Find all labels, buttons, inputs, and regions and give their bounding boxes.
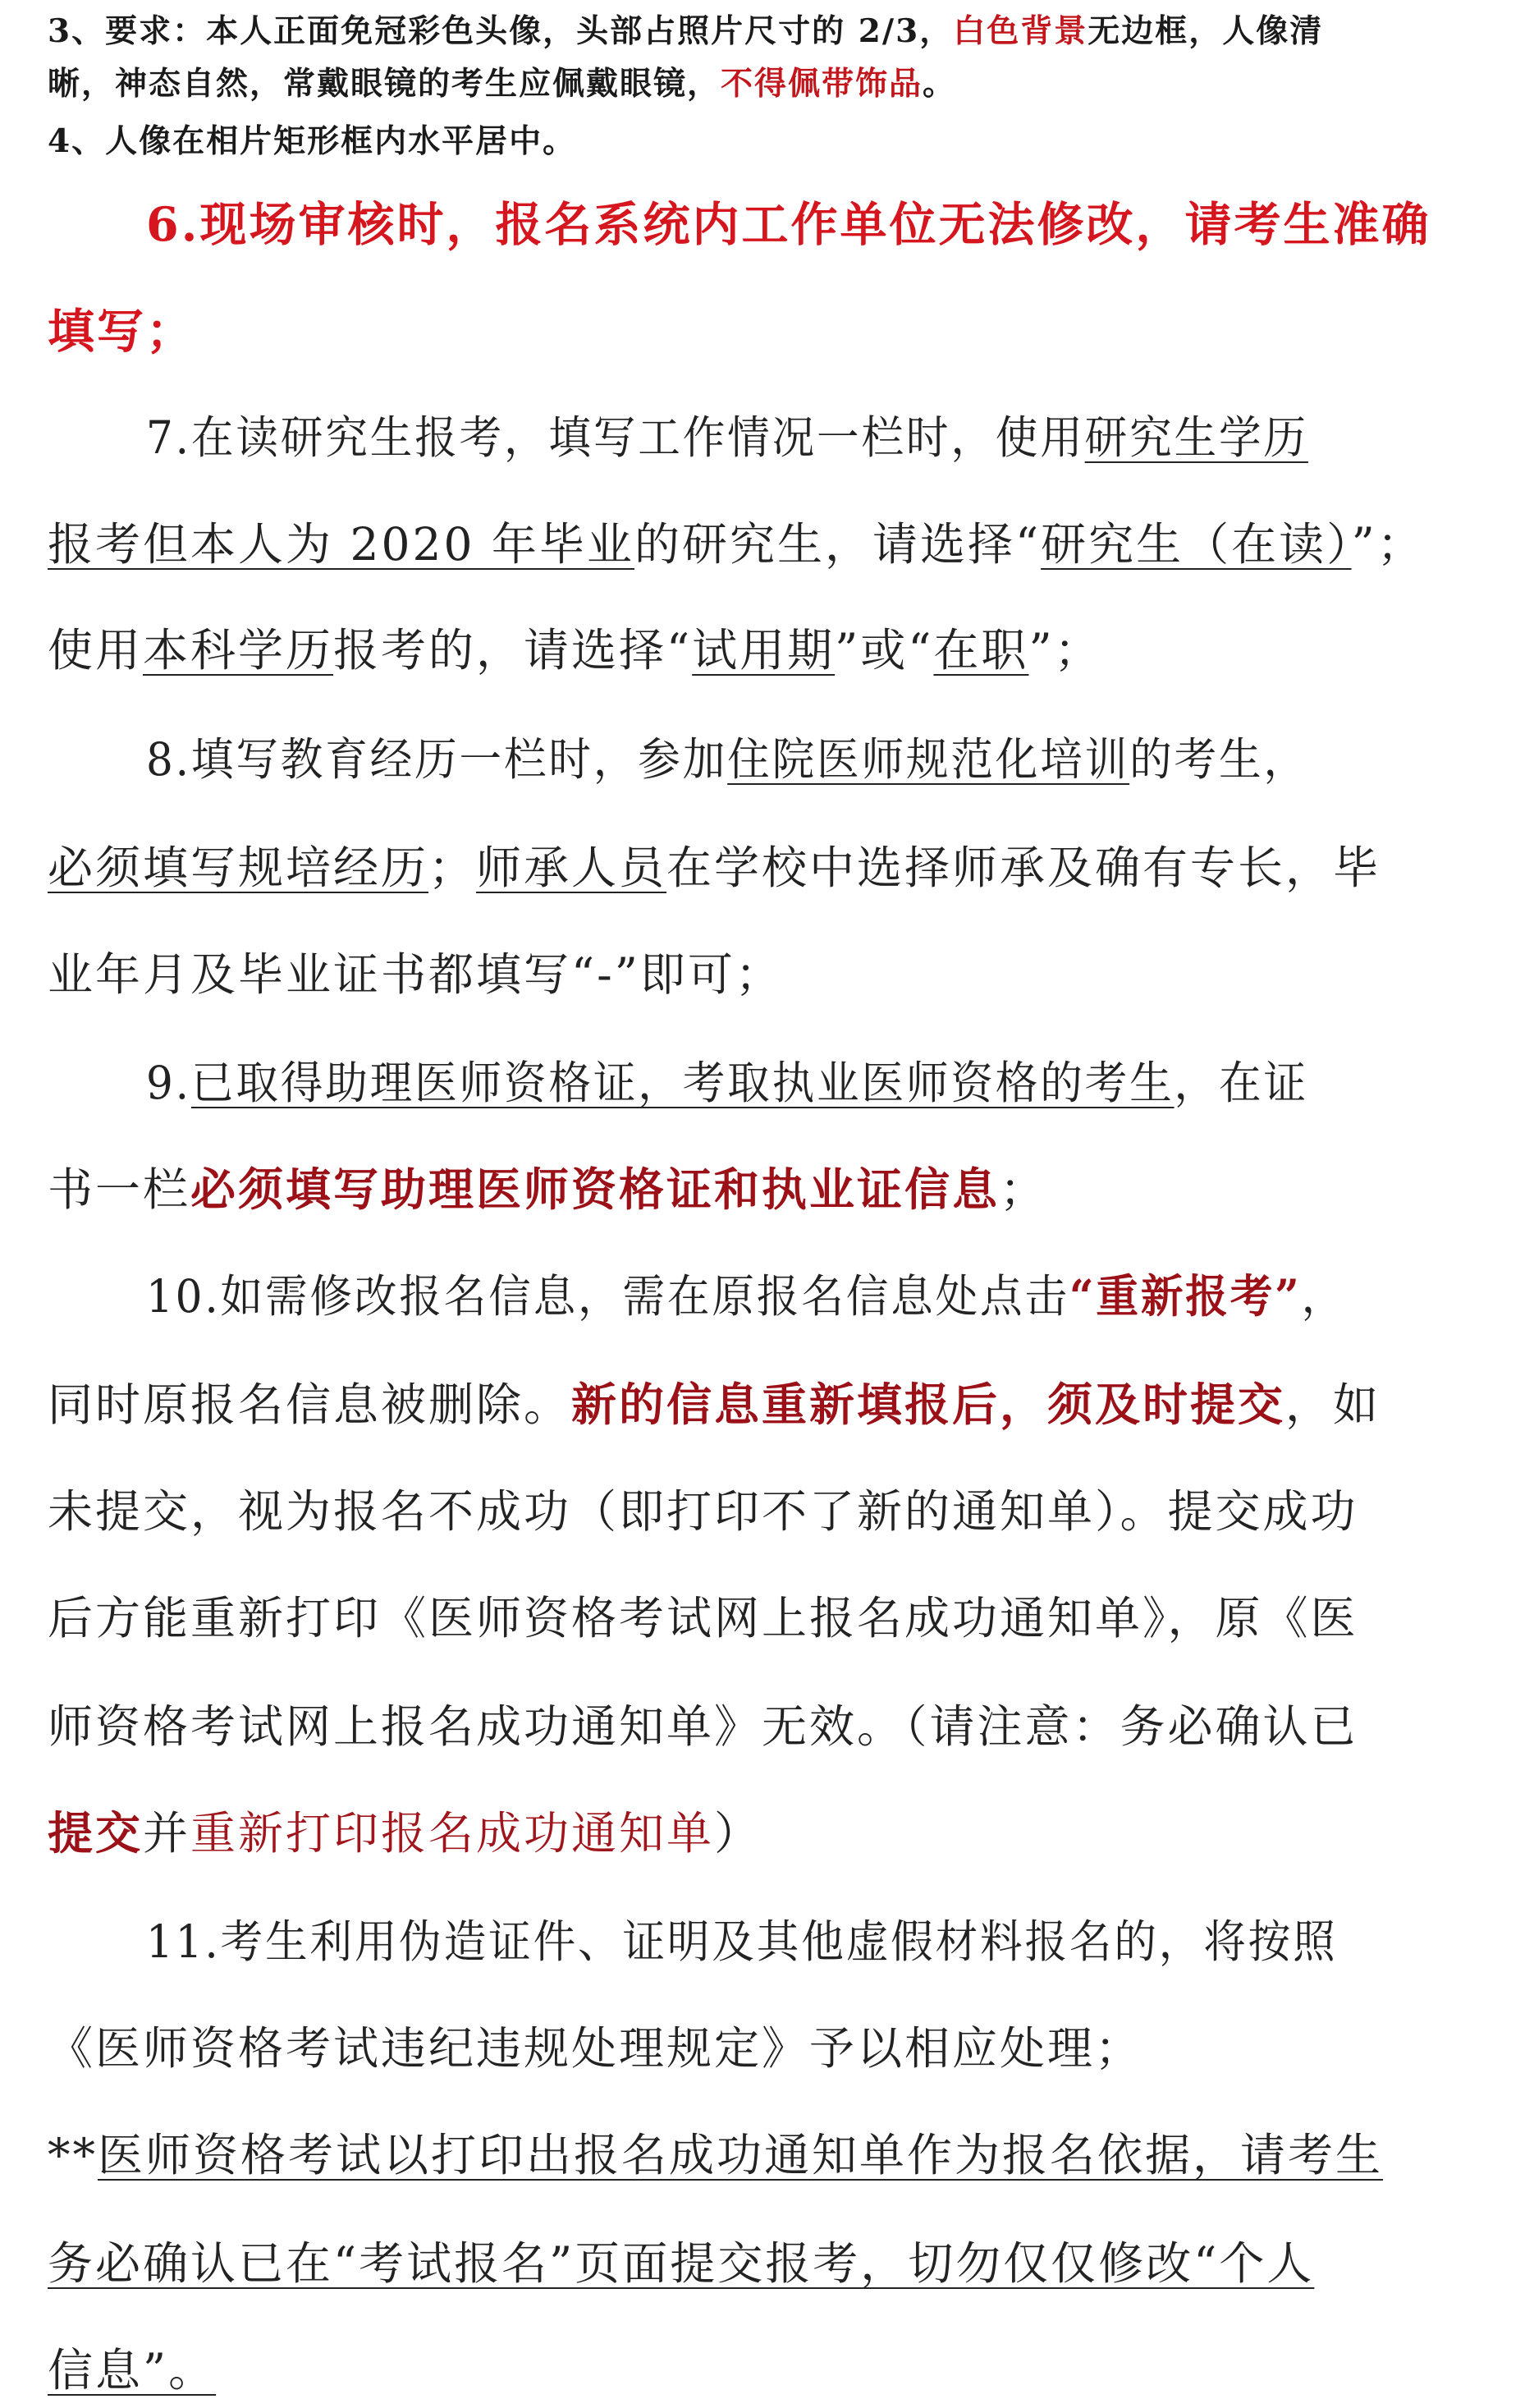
item7-grad-2020: 报考但本人为 2020 年毕业 xyxy=(48,518,634,571)
item7-text-g: 使用 xyxy=(48,624,144,677)
item3-text-f: 。 xyxy=(923,65,957,103)
item10-reapply: “重新报考” xyxy=(1069,1269,1302,1323)
item10-text-k: 并 xyxy=(143,1807,191,1860)
item9-line1 xyxy=(146,1054,1502,1112)
item3-line1 xyxy=(48,8,1492,54)
item10-line1 xyxy=(146,1268,1502,1325)
item8-must-fill: 必须填写规培经历 xyxy=(48,842,429,894)
item3-text-c: 无边框，人像清 xyxy=(1088,12,1324,50)
item10-line4: 后方能重新打印《医师资格考试网上报名成功通知单》，原《医 xyxy=(48,1592,1358,1644)
item8-line3: 业年月及毕业证书都填写“-”即可； xyxy=(48,948,783,1001)
item7-bachelor: 本科学历 xyxy=(143,624,334,677)
item3-text-d: 晰，神态自然，常戴眼镜的考生应佩戴眼镜， xyxy=(48,65,721,103)
item9-text-d: 书一栏 xyxy=(48,1163,191,1216)
item11-line2: 《医师资格考试违纪违规处理规定》予以相应处理； xyxy=(48,2022,1143,2075)
note-prefix: ** xyxy=(48,2129,98,2181)
item9-line2 xyxy=(48,1161,1492,1218)
item7-line1 xyxy=(146,409,1502,466)
item10-line5: 师资格考试网上报名成功通知单》无效。（请注意：务必确认已 xyxy=(48,1700,1358,1753)
item8-text-e: ； xyxy=(428,842,477,894)
item7-grad-degree: 研究生学历 xyxy=(1084,411,1308,464)
item11-line1: 11.考生利用伪造证件、证明及其他虚假材料报名的，将按照 xyxy=(146,1915,1338,1968)
item10-line3: 未提交，视为报名不成功（即打印不了新的通知单）。提交成功 xyxy=(48,1485,1358,1538)
note-text-c: 信息”。 xyxy=(48,2344,217,2397)
item8-line2 xyxy=(48,839,1492,897)
item10-text-d: 同时原报名信息被删除。 xyxy=(48,1378,572,1431)
item10-text-m: ） xyxy=(714,1807,762,1860)
item6-line2: 填写； xyxy=(48,304,195,359)
item3-no-accessories: 不得佩带饰品 xyxy=(721,65,923,103)
item10-reprint: 重新打印报名成功通知单 xyxy=(190,1807,715,1860)
note-line3 xyxy=(48,2341,1492,2399)
item3-text-a: 3、要求：本人正面免冠彩色头像，头部占照片尺寸的 2/3， xyxy=(48,12,954,50)
note-text-b: 务必确认已在“考试报名”页面提交报考，切勿仅仅修改“个人 xyxy=(48,2237,1315,2290)
item8-mentor: 师承人员 xyxy=(476,842,667,894)
item7-line3 xyxy=(48,621,1492,679)
item9-must-fill: 必须填写助理医师资格证和执业证信息 xyxy=(190,1163,1001,1216)
item9-assistant: 已取得助理医师资格证，考取执业医师资格的考生 xyxy=(190,1057,1175,1109)
item7-text-i: 报考的，请选择“ xyxy=(333,624,693,677)
item7-text-m: ”； xyxy=(1028,624,1102,677)
note-line1 xyxy=(48,2126,1492,2184)
item10-submit: 提交 xyxy=(48,1806,144,1860)
item7-line2 xyxy=(48,516,1492,573)
item10-text-c: ， xyxy=(1301,1270,1347,1323)
item10-line6 xyxy=(48,1805,1492,1862)
item10-text-a: 10.如需修改报名信息，需在原报名信息处点击 xyxy=(146,1270,1069,1323)
item8-text-a: 8.填写教育经历一栏时，参加 xyxy=(146,733,728,786)
item3-white-bg: 白色背景 xyxy=(953,12,1088,50)
item7-text-a: 7.在读研究生报考，填写工作情况一栏时，使用 xyxy=(146,411,1085,464)
item9-text-f: ； xyxy=(1000,1163,1048,1216)
item7-text-d: 的研究生，请选择“ xyxy=(634,518,1042,571)
item10-text-f: ，如 xyxy=(1285,1378,1381,1431)
item10-submit-timely: 新的信息重新填报后，须及时提交 xyxy=(571,1378,1286,1431)
item7-probation: 试用期 xyxy=(692,624,836,677)
item8-text-c: 的考生， xyxy=(1129,733,1308,786)
item4-line: 4、人像在相片矩形框内水平居中。 xyxy=(48,122,577,160)
item7-grad-reading: 研究生（在读） xyxy=(1041,518,1352,571)
item3-line2 xyxy=(48,61,1492,107)
note-line2 xyxy=(48,2235,1492,2292)
item8-residency: 住院医师规范化培训 xyxy=(727,733,1130,786)
item9-text-c: ，在证 xyxy=(1174,1057,1308,1109)
item7-employed: 在职 xyxy=(933,624,1029,677)
item8-text-g: 在学校中选择师承及确有专长，毕 xyxy=(666,842,1381,894)
item7-text-f: ”； xyxy=(1351,518,1425,571)
item10-line2 xyxy=(48,1376,1492,1433)
item9-text-a: 9. xyxy=(146,1057,191,1109)
item6-line1: 6.现场审核时，报名系统内工作单位无法修改，请考生准确 xyxy=(146,197,1431,252)
note-text-a: 医师资格考试以打印出报名成功通知单作为报名依据，请考生 xyxy=(98,2129,1384,2181)
item7-text-k: ”或“ xyxy=(835,624,934,677)
item8-line1 xyxy=(146,731,1502,788)
